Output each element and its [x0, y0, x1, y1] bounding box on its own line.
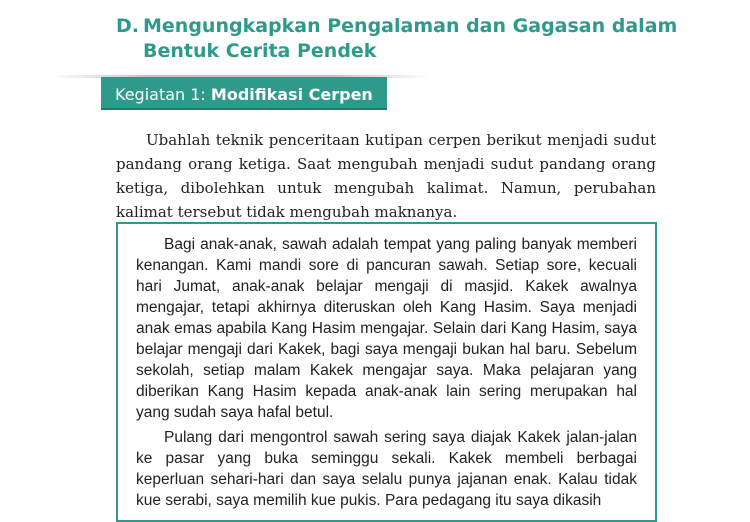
story-excerpt: [136, 234, 637, 515]
activity-name: Modifikasi Cerpen: [210, 85, 373, 104]
activity-label: Kegiatan 1:: [115, 85, 211, 104]
section-title: Mengungkapkan Pengalaman dan Gagasan dalam Bentuk Cerita Pendek: [143, 15, 678, 62]
section-heading: [116, 14, 716, 64]
story-paragraph-2: Pulang dari mengontrol sawah sering saya diajak Kakek jalan-jalan ke pasar yang buka seminggu sekali. Kakek membeli berbagai keperluan sehari-hari dan saya selalu punya jajanan enak. Kalau tidak kue serabi, saya memilih kue pukis. Para pedagang itu saya dikasih: [136, 429, 637, 509]
section-letter: D.: [116, 15, 139, 37]
instructions-paragraph: Ubahlah teknik penceritaan kutipan cerpen berikut menjadi sudut pandang orang ketiga. Saat mengubah menjadi sudut pandang orang ketiga, dibolehkan untuk mengubah kalimat. Namun, perubahan kalimat tersebut tidak mengubah maknanya.: [116, 131, 656, 221]
instructions: [116, 128, 656, 224]
story-paragraph-1: Bagi anak-anak, sawah adalah tempat yang paling banyak memberi kenangan. Kami mandi sore di pancuran sawah. Setiap sore, kecuali hari Jumat, anak-anak belajar mengaji di masjid. Kakek awalnya mengajar, tetapi akhirnya diteruskan oleh Kang Hasim. Saya menjadi anak emas apabila Kang Hasim mengajar. Selain dari Kang Hasim, saya belajar mengaji dari Kakek, bagi saya mengaji bukan hal baru. Sebelum sekolah, setiap malam Kakek mengajar saya. Maka pelajaran yang diberikan Kang Hasim kepada anak-anak lain sering merupakan hal yang sudah saya hafal betul.: [136, 236, 637, 421]
activity-tab: [101, 77, 387, 110]
